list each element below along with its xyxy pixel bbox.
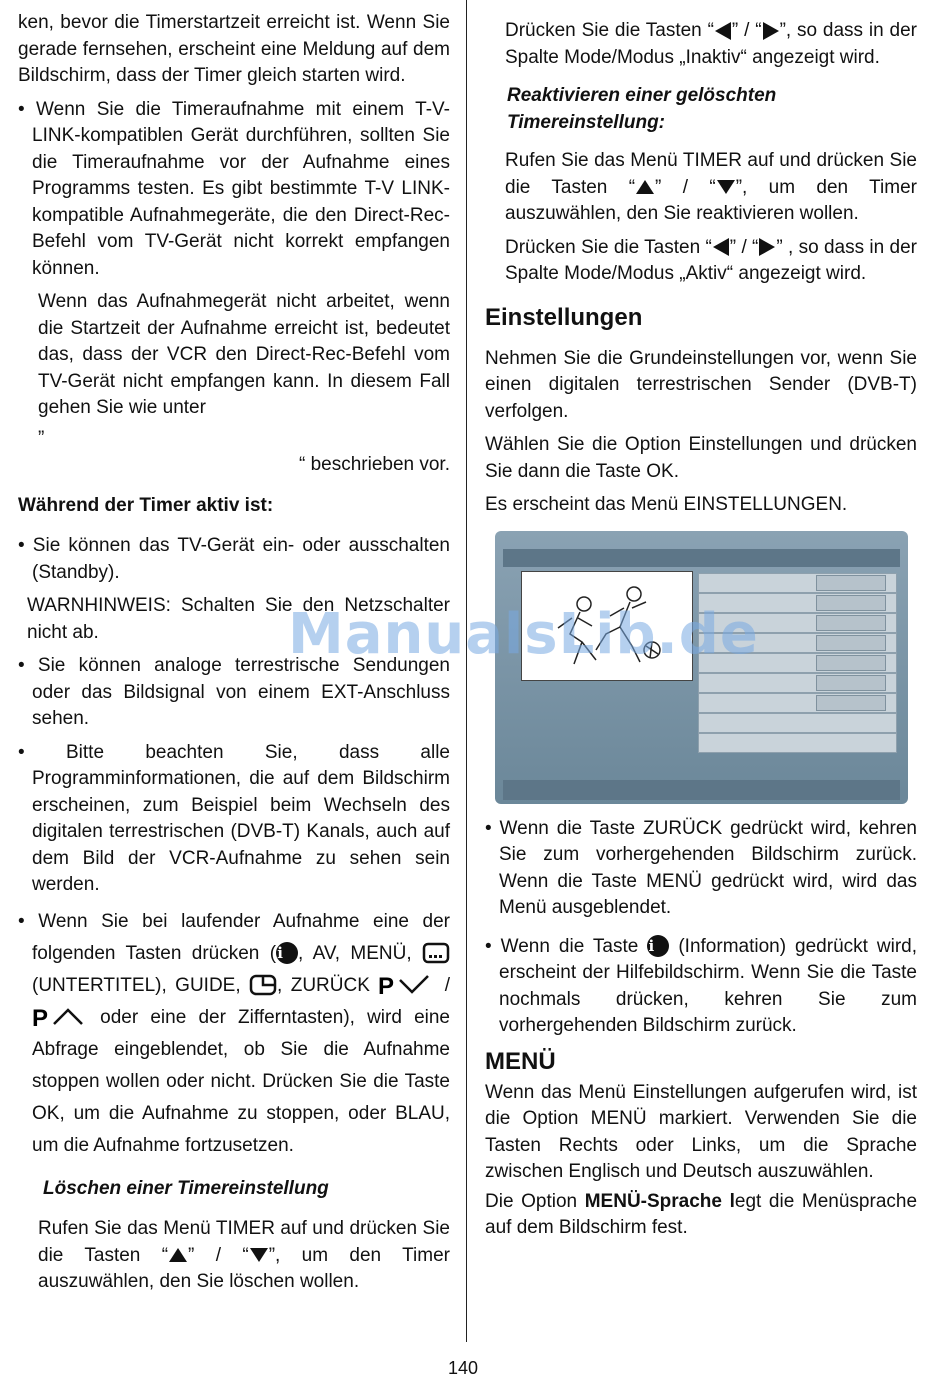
text: ”, so dass in der Spalte Mode/Modus „Inaktiv“ angezeigt wird. bbox=[505, 20, 918, 68]
up-arrow-icon bbox=[168, 1247, 188, 1263]
bullet-analog: • Sie können analoge terrestrische Sendungen oder das Bildsignal von einem EXT-Anschluss sehen. bbox=[18, 655, 450, 729]
text: (UNTERTITEL), GUIDE, bbox=[32, 974, 241, 996]
paragraph: Wählen Sie die Option Einstellungen und drücken Sie dann die Taste OK. bbox=[485, 434, 917, 482]
text: MENÜ-Sprache l bbox=[584, 1190, 735, 1212]
text: Die Option bbox=[485, 1190, 585, 1212]
paragraph-inactive bbox=[485, 18, 917, 71]
return-icon bbox=[249, 974, 277, 996]
paragraph: Es erscheint das Menü EINSTELLUNGEN. bbox=[485, 494, 848, 515]
menu-row bbox=[698, 713, 897, 733]
program-down-icon bbox=[378, 974, 436, 996]
text: (Information) gedrückt wird, erscheint der Hilfebildschirm. Wenn Sie die Taste nochmals drücken, kehren Sie zum vorhergehenden Bildschirm zurück. bbox=[499, 935, 918, 1036]
menu-value-box bbox=[816, 635, 886, 651]
text: egt die Menüsprache auf dem Bildschirm fest. bbox=[485, 1190, 918, 1238]
svg-text:P: P bbox=[32, 1006, 49, 1029]
menu-value-box bbox=[816, 655, 886, 671]
heading-delete-timer: Löschen einer Timereinstellung bbox=[43, 1177, 329, 1199]
text: ” / “ bbox=[731, 20, 762, 41]
program-up-icon bbox=[32, 1006, 88, 1028]
text: oder eine der Zifferntasten), wird eine Abfrage eingeblendet, ob Sie die Aufnahme stoppen wollen oder nicht. Drücken Sie die Taste OK, um die Aufnahme zu stoppen, oder BLAU, um die Aufnahme fortzusetzen. bbox=[32, 1006, 451, 1156]
svg-text:P: P bbox=[378, 974, 395, 997]
paragraph-menu-language bbox=[485, 1189, 917, 1242]
menu-title-bar bbox=[503, 549, 900, 567]
text: ” / “ bbox=[188, 1244, 249, 1266]
menu-row bbox=[698, 693, 897, 713]
text: • Wenn die Taste bbox=[485, 935, 639, 957]
info-icon: i bbox=[276, 942, 298, 964]
menu-value-box bbox=[816, 575, 886, 591]
paragraph-delete bbox=[18, 1216, 450, 1296]
bullet-program-info: • Bitte beachten Sie, dass alle Programminformationen, die auf dem Bildschirm erscheinen, zum Beispiel beim Wechseln des digitalen terrestrischen (DVB-T) Kanals, auch auf dem Bild der VCR-Aufnahme zu sehen sein werden. bbox=[18, 741, 450, 895]
right-arrow-icon bbox=[758, 237, 776, 257]
text: Rufen Sie das Menü TIMER auf und drücken Sie die Tasten “ bbox=[505, 150, 917, 198]
quote-open: ” bbox=[38, 427, 45, 449]
settings-menu-screenshot bbox=[495, 531, 908, 804]
subtitle-icon bbox=[422, 942, 450, 964]
bullet-standby: • Sie können das TV-Gerät ein- oder ausschalten (Standby). bbox=[18, 535, 450, 583]
menu-value-box bbox=[816, 615, 886, 631]
text: / bbox=[444, 974, 451, 996]
paragraph: Nehmen Sie die Grundeinstellungen vor, wenn Sie einen digitalen terrestrischen Sender (DVB-T) verfolgen. bbox=[485, 347, 917, 422]
menu-row bbox=[698, 673, 897, 693]
text: ”, um den Timer auszuwählen, den Sie löschen wollen. bbox=[38, 1244, 450, 1292]
up-arrow-icon bbox=[635, 179, 655, 195]
menu-value-box bbox=[816, 695, 886, 711]
heading-timer-active: Während der Timer aktiv ist: bbox=[18, 494, 274, 516]
text: Drücken Sie die Tasten “ bbox=[505, 236, 712, 258]
menu-row bbox=[698, 573, 897, 593]
heading-menu: MENÜ bbox=[485, 1047, 556, 1075]
text: , AV, MENÜ, bbox=[298, 942, 412, 964]
bullet-tvlink: • Wenn Sie die Timeraufnahme mit einem T-V-LINK-kompatiblen Gerät durchführen, sollten Sie die Timeraufnahme vor der Aufnahme eines Programms testen. Es gibt bestimmte T-V LINK-kompatible Aufnahmegeräte, die den Direct-Rec-Befehl vom TV-Gerät nicht korrekt empfangen können. bbox=[18, 98, 450, 279]
quote-close: “ beschrieben vor. bbox=[298, 454, 450, 475]
down-arrow-icon bbox=[716, 179, 736, 195]
warning-text: WARNHINWEIS: Schalten Sie den Netzschalter nicht ab. bbox=[27, 595, 450, 643]
bullet-info-key bbox=[485, 934, 917, 1040]
heading-settings: Einstellungen bbox=[485, 303, 643, 331]
paragraph-vcr: Wenn das Aufnahmegerät nicht arbeitet, wenn die Startzeit der Aufnahme erreicht ist, bedeutet das, dass der VCR den Direct-Rec-Befehl vom TV-Gerät nicht empfangen kann. In diesem Fall gehen Sie wie unter bbox=[38, 291, 450, 418]
page-number: 140 bbox=[448, 1358, 479, 1378]
text: , ZURÜCK bbox=[277, 974, 370, 996]
bullet-back-key: • Wenn die Taste ZURÜCK gedrückt wird, kehren Sie zum vorhergehenden Bildschirm zurück. Wenn die Taste MENÜ gedrückt wird, wird das Menü ausgeblendet. bbox=[485, 817, 917, 918]
menu-row bbox=[698, 733, 897, 753]
text: ” , so dass in der Spalte Mode/Modus „Aktiv“ angezeigt wird. bbox=[505, 236, 917, 284]
text: Rufen Sie das Menü TIMER auf und drücken Sie die Tasten “ bbox=[38, 1218, 450, 1266]
text: ” / “ bbox=[729, 236, 759, 258]
text: Drücken Sie die Tasten “ bbox=[505, 20, 714, 41]
menu-value-box bbox=[816, 595, 886, 611]
paragraph: ken, bevor die Timerstartzeit erreicht ist. Wenn Sie gerade fernsehen, erscheint eine Meldung auf dem Bildschirm, dass der Timer gleich starten wird. bbox=[18, 12, 450, 86]
info-icon: i bbox=[647, 935, 669, 957]
bullet-recording-keys bbox=[18, 906, 450, 1162]
left-arrow-icon bbox=[714, 21, 732, 41]
down-arrow-icon bbox=[249, 1247, 269, 1263]
paragraph-menu: Wenn das Menü Einstellungen aufgerufen wird, ist die Option MENÜ markiert. Verwenden Sie die Tasten Rechts oder Links, um die Sprache zwischen Englisch und Deutsch auszuwählen. bbox=[485, 1081, 917, 1182]
text: ”, um den Timer auszuwählen, den Sie reaktivieren wollen. bbox=[505, 176, 917, 224]
paragraph-reactivate bbox=[485, 148, 917, 228]
watermark: ManualsLib.de bbox=[288, 602, 759, 667]
left-arrow-icon bbox=[712, 237, 730, 257]
column-divider bbox=[466, 0, 467, 1342]
heading-reactivate: Reaktivieren einer gelöschten Timereinstellung: bbox=[507, 85, 777, 133]
menu-value-box bbox=[816, 675, 886, 691]
paragraph-active bbox=[485, 235, 917, 288]
text: ” / “ bbox=[655, 176, 716, 198]
text: • Wenn Sie bei laufender Aufnahme eine der folgenden Tasten drücken ( bbox=[18, 910, 450, 964]
right-arrow-icon bbox=[762, 21, 780, 41]
menu-footer-bar bbox=[503, 780, 900, 800]
